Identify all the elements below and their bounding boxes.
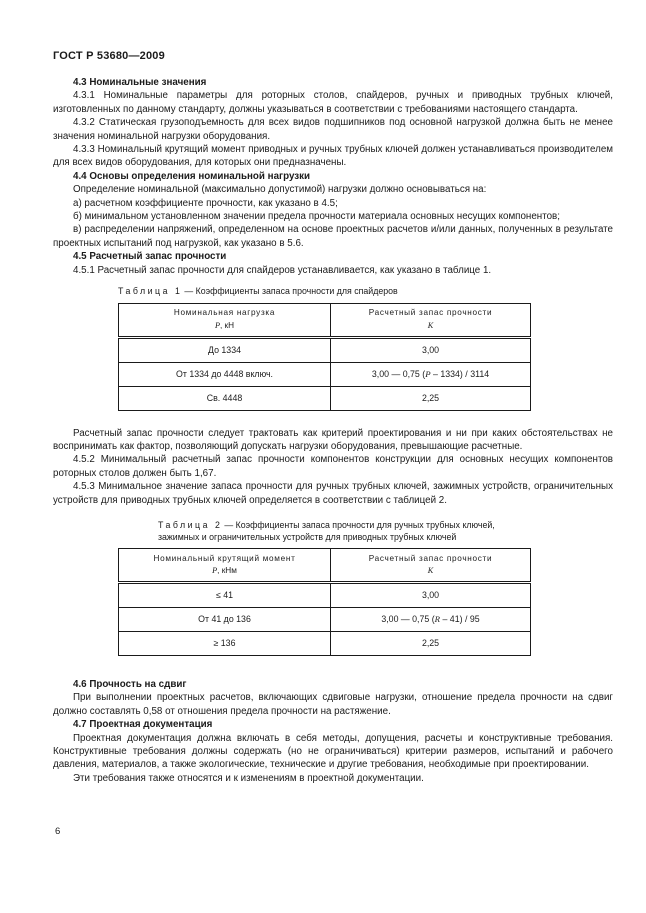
table1-caption-word: Таблица [118, 286, 170, 297]
table-header-row [119, 303, 531, 337]
doc-header: ГОСТ Р 53680—2009 [53, 50, 165, 62]
table2-col1-header [119, 549, 331, 583]
table2-caption-number: 2 [215, 520, 220, 531]
table-cell-formula [331, 362, 531, 386]
formula-prefix: 3,00 — 0,75 ( [381, 614, 435, 625]
table2-wrench-safety-factors [118, 548, 531, 656]
paragraph-note: Расчетный запас прочности следует трактовать как критерий проектирования и ни при каких обстоятельствах не воспринимать как фактор, позволяющий допускать нагрузки оборудования, превышающие расчетные. [53, 427, 613, 452]
unit-label: , кН [219, 320, 235, 330]
table-row [119, 337, 531, 362]
table-cell-value: 3,00 [331, 337, 531, 362]
table2-col2-header [331, 549, 531, 583]
table1-col1-title: Номинальная нагрузка [173, 308, 276, 318]
table1-col2-title: Расчетный запас прочности [368, 308, 493, 318]
paragraph-4-3-1: 4.3.1 Номинальные параметры для роторных столов, спайдеров, ручных и приводных трубных ключей, изготовленных по данному стандарту, должны указываться в соответствии с требованиями настоящего стандарта. [53, 90, 613, 115]
table-cell-range: Св. 4448 [119, 386, 331, 410]
math-symbol: P [214, 320, 220, 330]
table2-caption-text-line2: зажимных и ограничительных устройств для приводных трубных ключей [158, 531, 457, 542]
table-cell-value: 2,25 [331, 632, 531, 656]
table-row [119, 386, 531, 410]
math-symbol: P [425, 368, 431, 379]
unit-label: , кНм [217, 566, 237, 576]
paragraph-4-6: При выполнении проектных расчетов, включающих сдвиговые нагрузки, отношение предела прочности на сдвиг должно составлять 0,58 от отношения предела прочности на растяжение. [53, 692, 613, 717]
paragraph-4-3-2: 4.3.2 Статическая грузоподъемность для всех видов подшипников под основной нагрузкой должна быть не менее значения номинальной нагрузки оборудования. [53, 117, 613, 142]
table-cell-formula [331, 608, 531, 632]
section-heading-4-4: 4.4 Основы определения номинальной нагрузки [73, 170, 311, 182]
table2-caption-word: Таблица [158, 520, 210, 531]
math-symbol: P [212, 566, 218, 576]
page-number: 6 [55, 826, 61, 837]
paragraph-4-5-3: 4.5.3 Минимальное значение запаса прочности для ручных трубных ключей, зажимных устройств, ограничительных устройств для приводных трубных ключей определяется в соответствии с таблицей 2. [53, 481, 613, 506]
table1-spider-safety-factors [118, 303, 531, 411]
table1-caption-number: 1 [175, 286, 180, 297]
table1-col2-symbol-line [335, 321, 526, 332]
math-symbol: R [434, 614, 441, 625]
table-row [119, 583, 531, 608]
table-cell-value: 3,00 [331, 583, 531, 608]
table2-caption-text: — Коэффициенты запаса прочности для ручных трубных ключей, [224, 520, 495, 531]
math-symbol: К [427, 566, 434, 576]
table-cell-range: ≤ 41 [119, 583, 331, 608]
table2-col2-title: Расчетный запас прочности [368, 553, 493, 563]
table-row [119, 632, 531, 656]
paragraph-4-5-1: 4.5.1 Расчетный запас прочности для спайдеров устанавливается, как указано в таблице 1. [73, 264, 492, 276]
document-content [53, 76, 613, 785]
section-heading-4-6: 4.6 Прочность на сдвиг [73, 679, 187, 691]
paragraph-4-4-intro: Определение номинальной (максимально допустимой) нагрузки должно основываться на: [73, 184, 487, 196]
paragraph-4-7-1: Проектная документация должна включать в себя методы, допущения, расчеты и конструктивные требования. Конструктивные требования должны содержать (но не ограничиваться) критерии размеров, испытаний и рабочего давления, материалов, а также экологические, технические и другие требования, необходимые при проектировании. [53, 732, 613, 771]
table1-col1-header [119, 303, 331, 337]
paragraph-4-5-2: 4.5.2 Минимальный расчетный запас прочности компонентов конструкции для основных несущих компонентов роторных столов должен быть 1,67. [53, 454, 613, 479]
section-heading-4-7: 4.7 Проектная документация [73, 719, 213, 731]
formula-suffix: – 41) / 95 [440, 614, 480, 625]
table2-col2-symbol-line [335, 566, 526, 577]
table1-caption [118, 286, 613, 298]
paragraph-4-7-2: Эти требования также относятся и к изменениям в проектной документации. [73, 772, 424, 784]
table-header-row [119, 549, 531, 583]
table-cell-range: От 1334 до 4448 включ. [119, 362, 331, 386]
paragraph-4-3-3: 4.3.3 Номинальный крутящий момент приводных и ручных трубных ключей должен устанавливаться производителем для всех видов оборудования, для которых они предназначены. [53, 144, 613, 169]
table2-col1-title: Номинальный крутящий момент [153, 553, 296, 563]
math-symbol: К [427, 320, 434, 330]
table-row [119, 362, 531, 386]
table-row [119, 608, 531, 632]
list-item-b: б) минимальном установленном значении предела прочности материала основных несущих компонентов; [73, 211, 560, 223]
list-item-v: в) распределении напряжений, определенном на основе проектных расчетов и/или данных, полученных в результате проектных испытаний под нагрузкой, как указано в 5.6. [53, 224, 613, 249]
table-cell-value: 2,25 [331, 386, 531, 410]
table1-col2-header [331, 303, 531, 337]
table-cell-range: До 1334 [119, 337, 331, 362]
table2-col1-symbol-line [123, 566, 326, 577]
table-cell-range: От 41 до 136 [119, 608, 331, 632]
formula-suffix: – 1334) / 3114 [430, 368, 490, 379]
formula-prefix: 3,00 — 0,75 ( [371, 368, 426, 379]
section-heading-4-3: 4.3 Номинальные значения [73, 77, 207, 88]
section-heading-4-5: 4.5 Расчетный запас прочности [73, 251, 227, 263]
list-item-a: а) расчетном коэффициенте прочности, как указано в 4.5; [73, 197, 338, 209]
table1-caption-text: — Коэффициенты запаса прочности для спайдеров [184, 286, 398, 297]
table2-caption [158, 520, 613, 543]
table1-col1-symbol-line [123, 321, 326, 332]
table-cell-range: ≥ 136 [119, 632, 331, 656]
